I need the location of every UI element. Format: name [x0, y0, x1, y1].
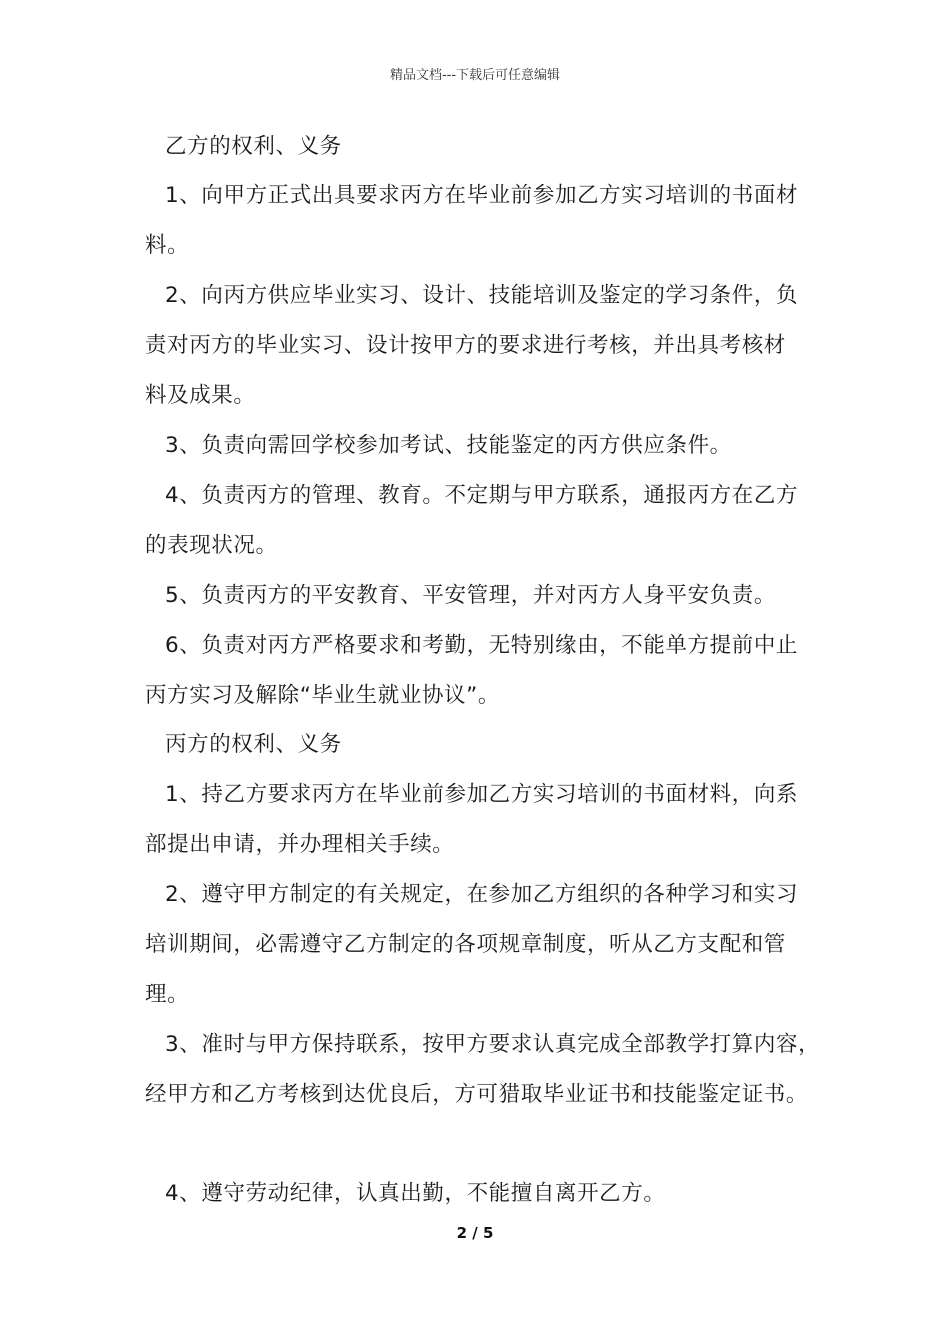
paragraph-line: 1、向甲方正式出具要求丙方在毕业前参加乙方实习培训的书面材 — [165, 183, 799, 208]
section-heading: 丙方的权利、义务 — [165, 732, 342, 757]
paragraph-line: 2、向丙方供应毕业实习、设计、技能培训及鉴定的学习条件，负 — [165, 283, 799, 308]
paragraph-line: 责对丙方的毕业实习、设计按甲方的要求进行考核，并出具考核材 — [145, 333, 786, 358]
paragraph-line: 丙方实习及解除“毕业生就业协议”。 — [145, 683, 500, 708]
page-number: 2 / 5 — [456, 1224, 494, 1242]
paragraph-line: 5、负责丙方的平安教育、平安管理，并对丙方人身平安负责。 — [165, 583, 776, 608]
paragraph-line: 培训期间，必需遵守乙方制定的各项规章制度，听从乙方支配和管 — [145, 932, 786, 957]
paragraph-line: 的表现状况。 — [145, 533, 278, 558]
paragraph-line: 6、负责对丙方严格要求和考勤，无特别缘由，不能单方提前中止 — [165, 633, 799, 658]
paragraph-line: 料及成果。 — [145, 383, 256, 408]
paragraph-line: 3、负责向需回学校参加考试、技能鉴定的丙方供应条件。 — [165, 433, 732, 458]
paragraph-line: 料。 — [145, 233, 190, 258]
paragraph-line: 部提出申请，并办理相关手续。 — [145, 832, 455, 857]
paragraph-line: 理。 — [145, 982, 190, 1007]
paragraph-line: 2、遵守甲方制定的有关规定，在参加乙方组织的各种学习和实习 — [165, 882, 799, 907]
page-header: 精品文档---下载后可任意编辑 — [389, 68, 561, 83]
paragraph-line: 4、遵守劳动纪律，认真出勤，不能擅自离开乙方。 — [165, 1181, 666, 1206]
section-heading: 乙方的权利、义务 — [165, 134, 342, 159]
paragraph-line: 4、负责丙方的管理、教育。不定期与甲方联系，通报丙方在乙方 — [165, 483, 799, 508]
paragraph-line: 经甲方和乙方考核到达优良后，方可猎取毕业证书和技能鉴定证书。 — [145, 1082, 809, 1107]
paragraph-line: 3、准时与甲方保持联系，按甲方要求认真完成全部教学打算内容， — [165, 1032, 821, 1057]
paragraph-line: 1、持乙方要求丙方在毕业前参加乙方实习培训的书面材料，向系 — [165, 782, 799, 807]
